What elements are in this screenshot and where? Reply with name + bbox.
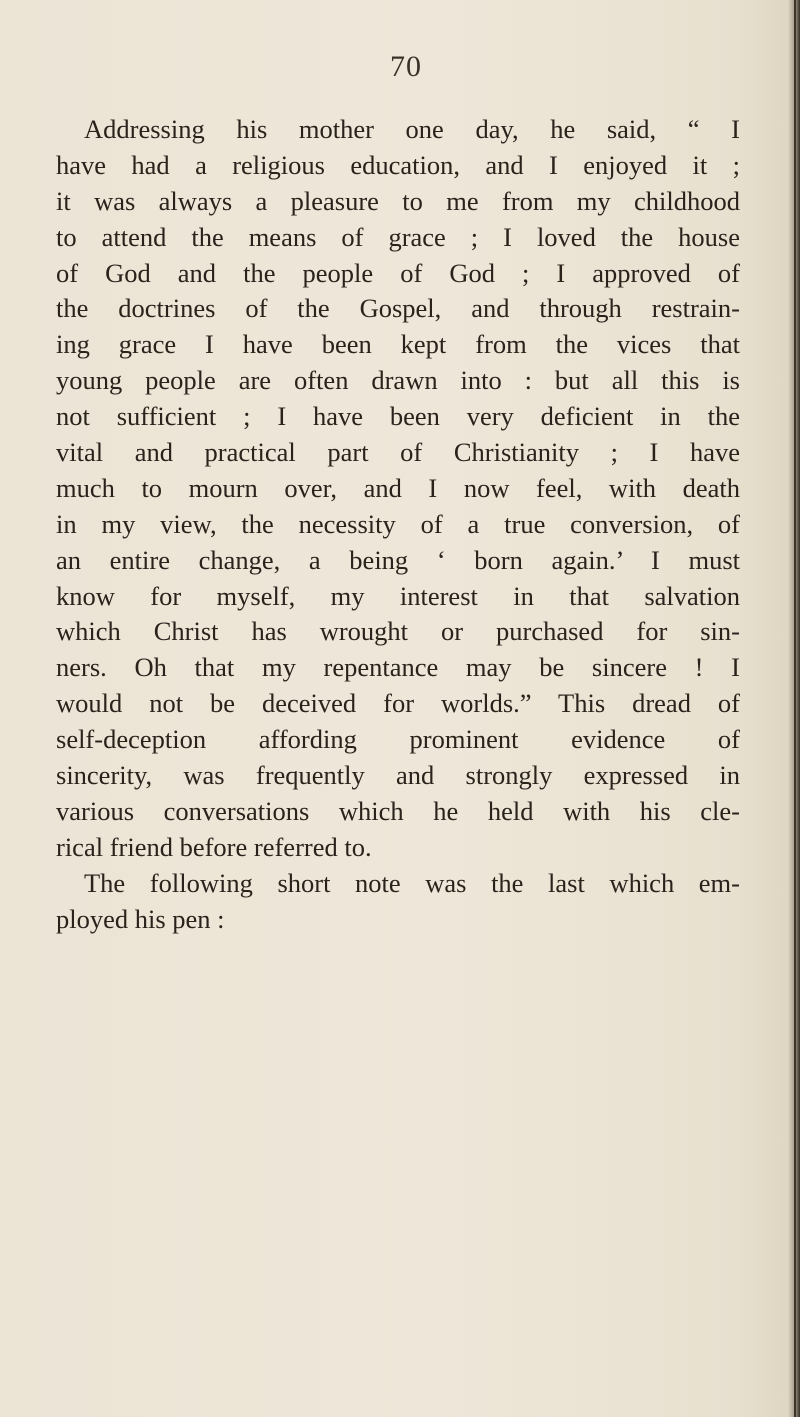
text-line: know for myself, my interest in that salvation <box>56 580 740 611</box>
text-line: which Christ has wrought or purchased for sin- <box>56 616 740 647</box>
text-line: Addressing his mother one day, he said, “ I <box>84 114 740 144</box>
text-line: rical friend before referred to. <box>56 831 372 862</box>
page-edge-line <box>794 0 796 1417</box>
text-line: sincerity, was frequently and strongly expressed in <box>56 760 740 791</box>
text-line: The following short note was the last which em- <box>84 867 740 898</box>
text-line: would not be deceived for worlds.” This dread of <box>56 688 740 719</box>
text-line: ployed his pen : <box>56 903 225 934</box>
text-line: to attend the means of grace ; I loved the house <box>56 221 740 252</box>
text-line: ing grace I have been kept from the vices that <box>56 329 740 360</box>
text-line: an entire change, a being ‘ born again.’ I must <box>56 544 740 575</box>
text-line: self-deception affording prominent evidence of <box>56 724 740 755</box>
text-line: various conversations which he held with his cle- <box>56 795 740 826</box>
text-line: the doctrines of the Gospel, and through restrain- <box>56 293 740 324</box>
text-line: much to mourn over, and I now feel, with death <box>56 472 740 503</box>
text-line: young people are often drawn into : but all this is <box>56 365 740 396</box>
text-line: in my view, the necessity of a true conversion, of <box>56 508 740 539</box>
text-line: of God and the people of God ; I approved of <box>56 257 740 288</box>
text-line: it was always a pleasure to me from my childhood <box>56 185 740 216</box>
text-line: not sufficient ; I have been very deficient in the <box>56 401 740 432</box>
body-text <box>56 112 740 937</box>
page-number: 70 <box>390 50 422 83</box>
text-line: ners. Oh that my repentance may be sincere ! I <box>56 652 740 683</box>
text-line: vital and practical part of Christianity ; I have <box>56 437 740 468</box>
text-line: have had a religious education, and I enjoyed it ; <box>56 149 740 180</box>
